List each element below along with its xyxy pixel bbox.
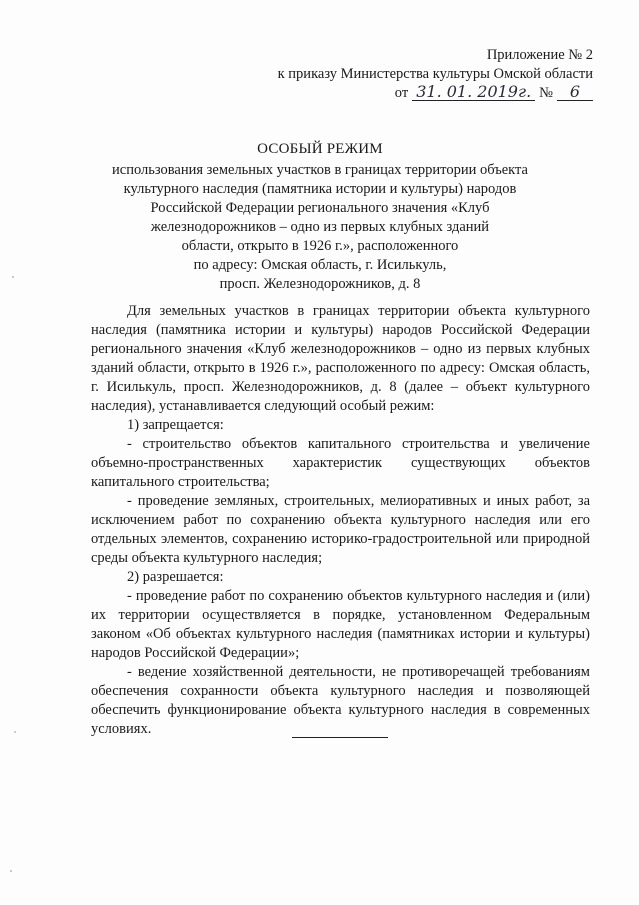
scan-speck [10, 870, 12, 872]
order-reference: к приказу Министерства культуры Омской области [277, 66, 593, 82]
document-header [278, 46, 593, 103]
order-date-number-line [395, 84, 593, 103]
document-body [91, 302, 590, 739]
prohibited-item: - строительство объектов капитального строительства и увеличение объемно-пространственных характеристик существующих объектов капитального строительства; [91, 436, 590, 490]
scan-speck [14, 731, 16, 733]
allowed-heading: 2) разрешается: [127, 569, 224, 585]
end-divider [292, 737, 388, 738]
appendix-label: Приложение № 2 [486, 47, 593, 63]
allowed-item: - проведение работ по сохранению объектов культурного наследия и (или) их территории осуществляется в порядке, установленном Федеральным законом «Об объектах культурного наследия (памятниках истории и культуры) народов Российской Федерации»; [91, 588, 590, 661]
intro-paragraph: Для земельных участков в границах территории объекта культурного наследия (памятника истории и культуры) народов Российской Федерации регионального значения «Клуб железнодорожников – одно из первых клубных зданий области, открыто в 1926 г.», расположенного по адресу: Омская область, г. Исилькуль, просп. Железнодорожников, д. 8 (далее – объект культурного наследия), устанавливается следующий особый режим: [91, 303, 590, 414]
document-title [90, 140, 550, 294]
scan-speck [12, 276, 14, 278]
number-label: № [539, 85, 553, 101]
order-date-handwritten: 31. 01. 2019г. [412, 84, 535, 101]
title-line: железнодорожников – одно из первых клубных зданий [150, 219, 490, 235]
title-line: культурного наследия (памятника истории и культуры) народов [123, 181, 517, 197]
title-line: просп. Железнодорожников, д. 8 [219, 276, 421, 292]
title-line: Российской Федерации регионального значения «Клуб [150, 200, 490, 216]
prohibited-heading: 1) запрещается: [127, 417, 224, 433]
title-line: по адресу: Омская область, г. Исилькуль, [193, 257, 447, 273]
allowed-item: - ведение хозяйственной деятельности, не противоречащей требованиям обеспечения сохранности объекта культурного наследия и позволяющей обеспечить функционирование объекта культурного наследия в современных условиях. [91, 664, 590, 737]
order-number-handwritten: 6 [557, 84, 593, 101]
prohibited-item: - проведение земляных, строительных, мелиоративных и иных работ, за исключением работ по сохранению объекта культурного наследия или его отдельных элементов, сохранению историко-градостроительной или природной среды объекта культурного наследия; [91, 493, 590, 566]
title-main: ОСОБЫЙ РЕЖИМ [257, 141, 383, 157]
title-line: использования земельных участков в границах территории объекта [112, 162, 528, 178]
title-line: области, открыто в 1926 г.», расположенного [181, 238, 459, 254]
from-prefix: от [394, 85, 409, 101]
